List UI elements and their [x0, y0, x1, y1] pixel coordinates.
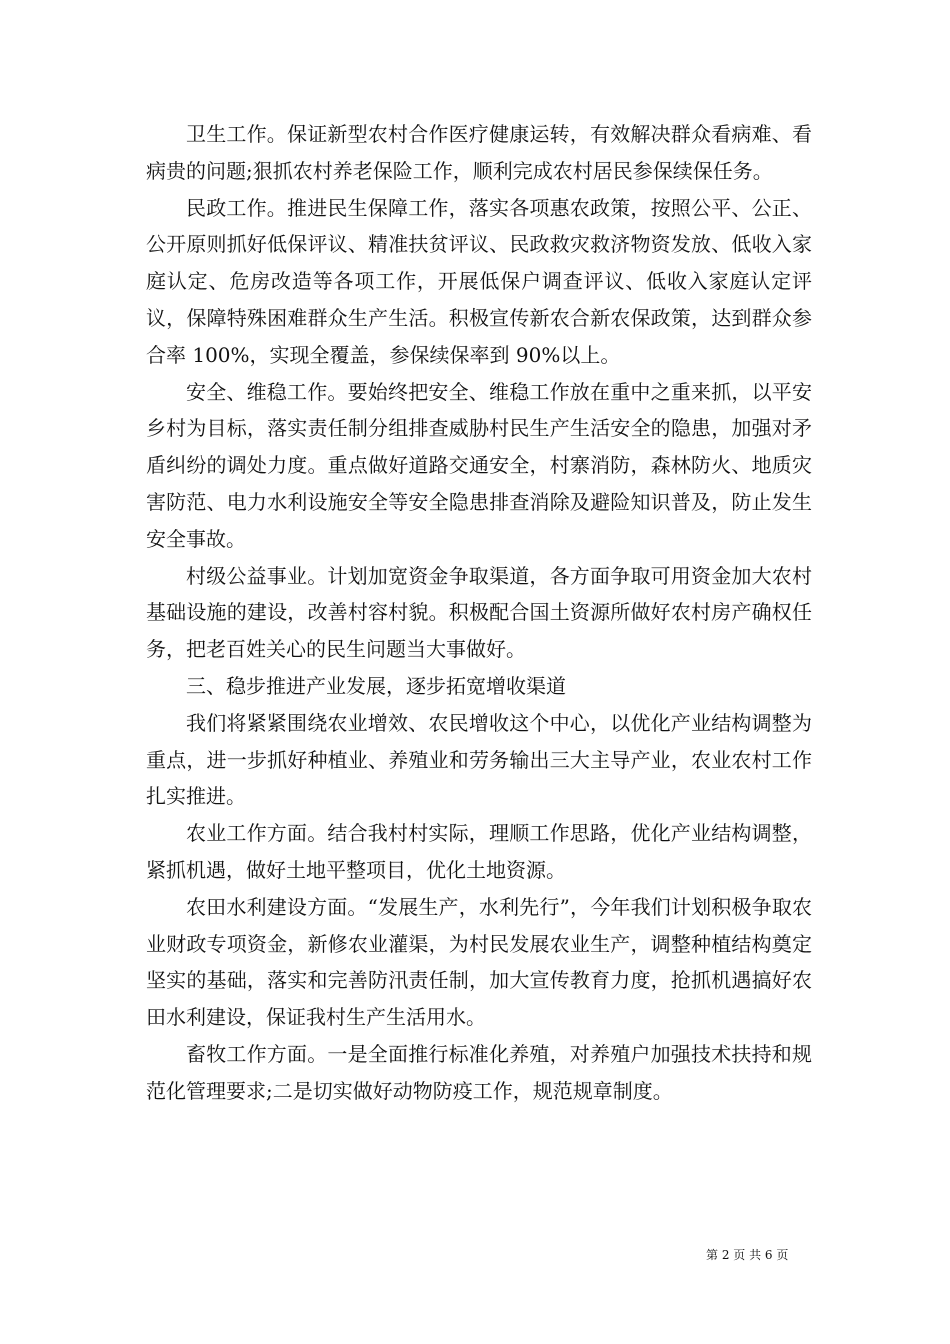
paragraph-irrigation: 农田水利建设方面。“发展生产，水利先行”，今年我们计划积极争取农业财政专项资金，新修农业灌渠，为村民发展农业生产，调整种植结构奠定坚实的基础，落实和完善防汛责任制，加大宣传教育力度，抢抓机遇搞好农田水利建设，保证我村生产生活用水。 — [146, 894, 812, 1030]
paragraph-agriculture: 农业工作方面。结合我村村实际，理顺工作思路，优化产业结构调整，紧抓机遇，做好土地平整项目，优化土地资源。 — [146, 821, 812, 882]
section-heading: 三、稳步推进产业发展，逐步拓宽增收渠道 — [186, 673, 566, 698]
paragraph-industry-intro: 我们将紧紧围绕农业增效、农民增收这个中心，以优化产业结构调整为重点，进一步抓好种植业、养殖业和劳务输出三大主导产业，农业农村工作扎实推进。 — [146, 710, 812, 809]
page-number: 第 2 页 共 6 页 — [706, 1248, 789, 1262]
paragraph-safety: 安全、维稳工作。要始终把安全、维稳工作放在重中之重来抓，以平安乡村为目标，落实责任制分组排查威胁村民生产生活安全的隐患，加强对矛盾纠纷的调处力度。重点做好道路交通安全，村寨消防，森林防火、地质灾害防范、电力水利设施安全等安全隐患排查消除及避险知识普及，防止发生安全事故。 — [146, 379, 812, 551]
paragraph-health: 卫生工作。保证新型农村合作医疗健康运转，有效解决群众看病难、看病贵的问题;狠抓农村养老保险工作，顺利完成农村居民参保续保任务。 — [146, 122, 812, 183]
paragraph-livestock: 畜牧工作方面。一是全面推行标准化养殖，对养殖户加强技术扶持和规范化管理要求;二是切实做好动物防疫工作，规范规章制度。 — [146, 1041, 812, 1103]
paragraph-civil-affairs: 民政工作。推进民生保障工作，落实各项惠农政策，按照公平、公正、公开原则抓好低保评议、精准扶贫评议、民政救灾救济物资发放、低收入家庭认定、危房改造等各项工作，开展低保户调查评议、低收入家庭认定评议，保障特殊困难群众生产生活。积极宣传新农合新农保政策，达到群众参合率 100%，实现全覆盖，参保续保率到 90%以上。 — [146, 195, 812, 367]
paragraph-public-welfare: 村级公益事业。计划加宽资金争取渠道，各方面争取可用资金加大农村基础设施的建设，改善村容村貌。积极配合国土资源所做好农村房产确权任务，把老百姓关心的民生问题当大事做好。 — [146, 563, 812, 662]
document-body — [146, 116, 812, 1110]
